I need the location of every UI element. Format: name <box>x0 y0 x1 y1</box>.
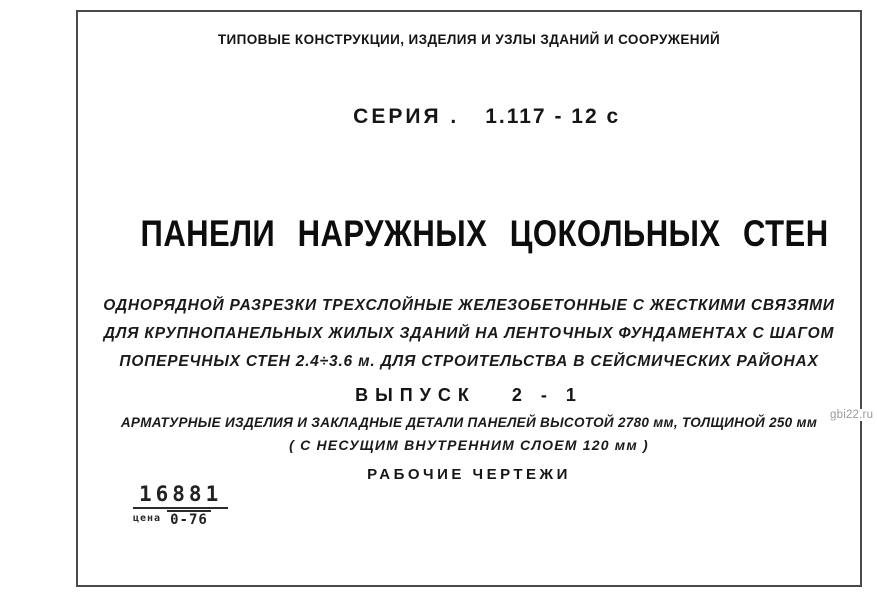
inventory-number: 16881 <box>133 482 228 509</box>
issue-number: ВЫПУСК 2 - 1 <box>355 385 583 405</box>
series-title <box>78 81 860 153</box>
series-number: 1.117 - 12 с <box>485 105 621 128</box>
price-label: цена <box>133 513 162 524</box>
document-title: ПАНЕЛИ НАРУЖНЫХ ЦОКОЛЬНЫХ СТЕН <box>140 213 829 254</box>
description-line-1: ОДНОРЯДНОЙ РАЗРЕЗКИ ТРЕХСЛОЙНЫЕ ЖЕЛЕЗОБЕТОННЫЕ С ЖЕСТКИМИ СВЯЗЯМИ <box>103 297 835 314</box>
issue-description: АРМАТУРНЫЕ ИЗДЕЛИЯ И ЗАКЛАДНЫЕ ДЕТАЛИ ПАНЕЛЕЙ ВЫСОТОЙ 2780 мм, ТОЛЩИНОЙ 250 мм <box>120 415 818 430</box>
description-line-2: ДЛЯ КРУПНОПАНЕЛЬНЫХ ЖИЛЫХ ЗДАНИЙ НА ЛЕНТОЧНЫХ ФУНДАМЕНТАХ С ШАГОМ <box>103 325 835 342</box>
price-row <box>133 510 228 528</box>
inventory-stamp <box>133 482 228 528</box>
classification-header: ТИПОВЫЕ КОНСТРУКЦИИ, ИЗДЕЛИЯ И УЗЛЫ ЗДАНИЙ И СООРУЖЕНИЙ <box>217 32 721 47</box>
watermark-text: gbi22.ru <box>830 409 874 421</box>
issue-note: ( С НЕСУЩИМ ВНУТРЕННИМ СЛОЕМ 120 мм ) <box>289 437 649 453</box>
description-line-3: ПОПЕРЕЧНЫХ СТЕН 2.4÷3.6 м. ДЛЯ СТРОИТЕЛЬСТВА В СЕЙСМИЧЕСКИХ РАЙОНАХ <box>119 353 819 370</box>
series-label: СЕРИЯ . <box>353 105 460 128</box>
document-type-label: РАБОЧИЕ ЧЕРТЕЖИ <box>367 466 571 483</box>
description-block <box>78 292 860 376</box>
price-value: 0-76 <box>167 510 211 528</box>
document-frame <box>76 10 862 587</box>
